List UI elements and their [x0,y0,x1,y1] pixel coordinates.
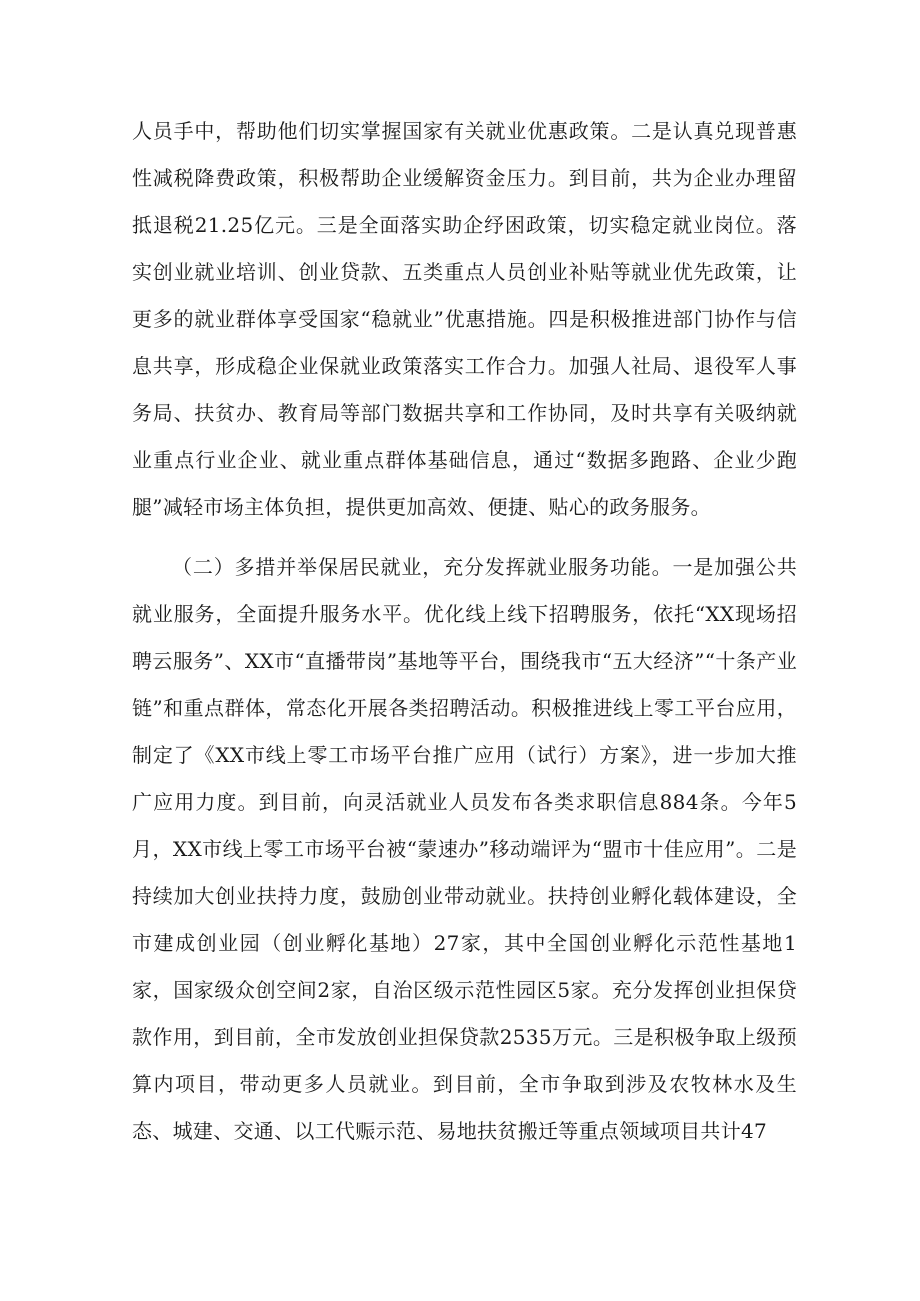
paragraph-section-two: （二）多措并举保居民就业，充分发挥就业服务功能。一是加强公共就业服务，全面提升服务水平。优化线上线下招聘服务，依托“XX现场招聘云服务”、XX市“直播带岗”基地等平台，围绕我市“五大经济”“十条产业链”和重点群体，常态化开展各类招聘活动。积极推进线上零工平台应用，制定了《XX市线上零工市场平台推广应用（试行）方案》，进一步加大推广应用力度。到目前，向灵活就业人员发布各类求职信息884条。今年5月，XX市线上零工市场平台被“蒙速办”移动端评为“盟市十佳应用”。二是持续加大创业扶持力度，鼓励创业带动就业。扶持创业孵化载体建设，全市建成创业园（创业孵化基地）27家，其中全国创业孵化示范性基地1家，国家级众创空间2家，自治区级示范性园区5家。充分发挥创业担保贷款作用，到目前，全市发放创业担保贷款2535万元。三是积极争取上级预算内项目，带动更多人员就业。到目前，全市争取到涉及农牧林水及生态、城建、交通、以工代赈示范、易地扶贫搬迁等重点领域项目共计47 [132,555,797,1143]
document-body [132,108,797,1155]
paragraph-continuation: 人员手中，帮助他们切实掌握国家有关就业优惠政策。二是认真兑现普惠性减税降费政策，积极帮助企业缓解资金压力。到目前，共为企业办理留抵退税21.25亿元。三是全面落实助企纾困政策，切实稳定就业岗位。落实创业就业培训、创业贷款、五类重点人员创业补贴等就业优先政策，让更多的就业群体享受国家“稳就业”优惠措施。四是积极推进部门协作与信息共享，形成稳企业保就业政策落实工作合力。加强人社局、退役军人事务局、扶贫办、教育局等部门数据共享和工作协同，及时共享有关吸纳就业重点行业企业、就业重点群体基础信息，通过“数据多跑路、企业少跑腿”减轻市场主体负担，提供更加高效、便捷、贴心的政务服务。 [132,119,797,519]
